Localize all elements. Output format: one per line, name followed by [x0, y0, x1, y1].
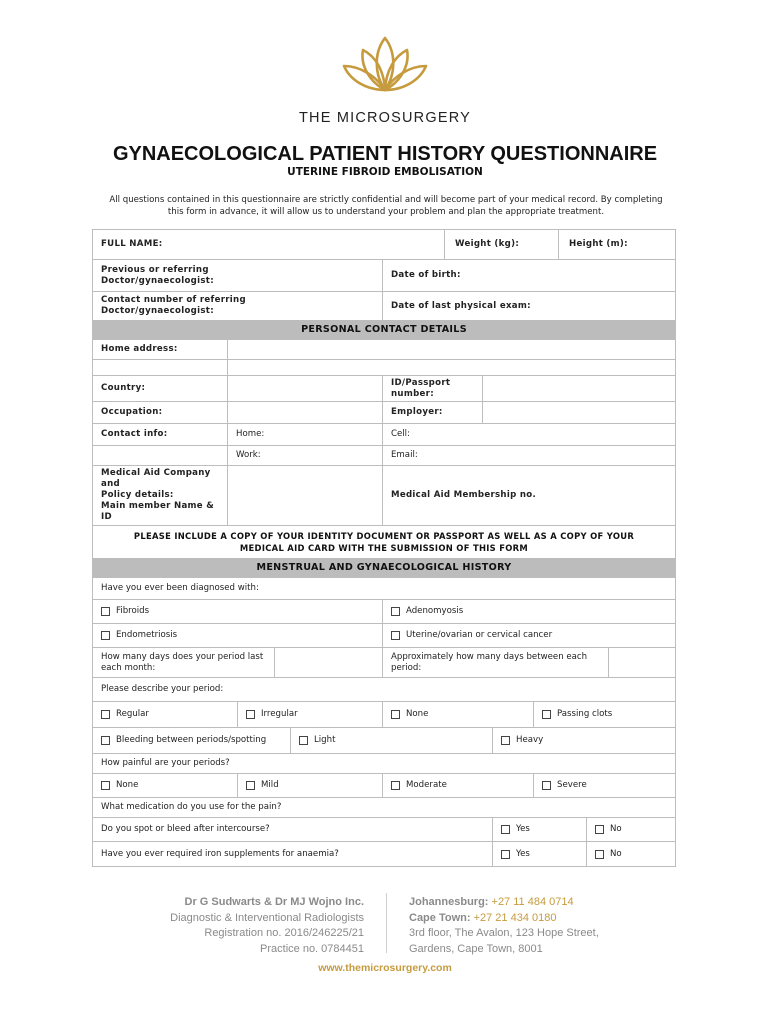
label-line: period: — [391, 663, 422, 673]
note-line: PLEASE INCLUDE A COPY OF YOUR IDENTITY DOCUMENT OR PASSPORT AS WELL AS A COPY OF YOUR — [133, 531, 635, 541]
option-pain-severe[interactable] — [534, 774, 675, 797]
option-bleeding-between[interactable] — [93, 728, 291, 753]
form-row — [93, 424, 675, 446]
occupation-label-cell — [93, 402, 228, 423]
option-fibroids[interactable] — [93, 600, 383, 623]
medical-aid-label — [101, 468, 214, 523]
employer-label: Employer: — [391, 407, 443, 417]
form-row — [93, 842, 675, 866]
checkbox[interactable] — [391, 607, 400, 616]
label-line: Medical Aid Company — [101, 468, 211, 478]
checkbox[interactable] — [595, 825, 604, 834]
home-address-label: Home address: — [101, 344, 178, 354]
footer-practice: Practice no. 0784451 — [260, 942, 364, 955]
cell-phone-label: Cell: — [391, 429, 410, 439]
height-field[interactable] — [559, 230, 675, 259]
employer-input[interactable] — [483, 402, 675, 423]
checkbox[interactable] — [101, 607, 110, 616]
note-text — [134, 530, 634, 554]
referring-contact-field[interactable] — [93, 292, 383, 320]
option-label: Light — [314, 735, 336, 745]
checkbox[interactable] — [542, 710, 551, 719]
checkbox[interactable] — [391, 631, 400, 640]
lotus-icon — [330, 30, 440, 100]
full-name-field[interactable] — [93, 230, 445, 259]
home-phone-field[interactable] — [228, 424, 383, 445]
intro-text — [92, 194, 680, 218]
form-row — [93, 340, 675, 360]
country-label: Country: — [101, 383, 146, 393]
email-label: Email: — [391, 450, 418, 460]
option-label: Bleeding between periods/spotting — [116, 735, 267, 745]
blank-cell — [93, 360, 228, 375]
medical-aid-label-cell — [93, 466, 228, 525]
option-label: Yes — [516, 824, 530, 834]
option-endometriosis[interactable] — [93, 624, 383, 647]
referring-doctor-field[interactable] — [93, 260, 383, 291]
option-spot-yes[interactable] — [493, 818, 587, 841]
checkbox[interactable] — [391, 781, 400, 790]
option-heavy[interactable] — [493, 728, 675, 753]
page-title: GYNAECOLOGICAL PATIENT HISTORY QUESTIONNAIRE — [112, 143, 658, 165]
form-row — [93, 292, 675, 320]
brand-name: THE MICROSURGERY — [298, 110, 471, 126]
employer-label-cell — [383, 402, 483, 423]
label-line: ID — [101, 512, 112, 522]
form-row — [93, 600, 675, 624]
option-iron-no[interactable] — [587, 842, 675, 866]
checkbox[interactable] — [299, 736, 308, 745]
option-spot-no[interactable] — [587, 818, 675, 841]
form-row — [93, 754, 675, 774]
contact-info-label-cell — [93, 424, 228, 445]
jhb-phone[interactable]: +27 11 484 0714 — [491, 896, 574, 908]
checkbox[interactable] — [101, 781, 110, 790]
option-label: Uterine/ovarian or cervical cancer — [406, 630, 553, 640]
form-row — [93, 624, 675, 648]
option-pain-none[interactable] — [93, 774, 238, 797]
id-passport-label — [391, 378, 450, 400]
section-heading-history: MENSTRUAL AND GYNAECOLOGICAL HISTORY — [93, 558, 675, 578]
work-phone-field[interactable] — [228, 446, 383, 465]
id-passport-label-cell — [383, 376, 483, 401]
label-line: Doctor/gynaecologist: — [101, 306, 214, 316]
footer-ct — [409, 911, 669, 927]
label-line: Policy details: — [101, 490, 174, 500]
footer-jhb — [409, 895, 669, 911]
footer-practice-info — [120, 895, 364, 957]
date-of-birth-field[interactable] — [383, 260, 675, 291]
date-of-birth-label: Date of birth: — [391, 270, 461, 280]
email-field[interactable] — [383, 446, 675, 465]
work-phone-label: Work: — [236, 450, 261, 460]
form-row — [93, 360, 675, 376]
option-label: Moderate — [406, 780, 447, 790]
checkbox[interactable] — [542, 781, 551, 790]
describe-question — [93, 678, 675, 701]
full-name-label: FULL NAME: — [101, 239, 163, 249]
form-row — [93, 578, 675, 600]
medical-aid-input[interactable] — [228, 466, 383, 525]
painful-question — [93, 754, 675, 773]
option-adenomyosis[interactable] — [383, 600, 675, 623]
checkbox[interactable] — [246, 781, 255, 790]
checkbox[interactable] — [101, 736, 110, 745]
between-days-label-cell — [383, 648, 609, 677]
option-passing-clots[interactable] — [534, 702, 675, 727]
label-line: each month: — [101, 663, 156, 673]
option-label: Severe — [557, 780, 587, 790]
note-line: MEDICAL AID CARD WITH THE SUBMISSION OF THIS FORM — [239, 543, 529, 553]
option-iron-yes[interactable] — [493, 842, 587, 866]
option-irregular[interactable] — [238, 702, 383, 727]
form-row — [93, 466, 675, 526]
home-address-label-cell — [93, 340, 228, 359]
diagnosed-question — [93, 578, 675, 599]
label-line: Doctor/gynaecologist: — [101, 275, 214, 286]
label-line: number: — [391, 388, 434, 399]
referring-contact-label — [101, 295, 246, 317]
jhb-label: Johannesburg: — [409, 896, 489, 908]
weight-label: Weight (kg): — [455, 239, 520, 249]
checkbox[interactable] — [101, 710, 110, 719]
painful-question-text: How painful are your periods? — [101, 758, 230, 768]
form-row — [93, 702, 675, 728]
country-label-cell — [93, 376, 228, 401]
weight-field[interactable] — [445, 230, 559, 259]
option-none[interactable] — [383, 702, 534, 727]
diagnosed-question-text: Have you ever been diagnosed with: — [101, 583, 259, 593]
referring-doctor-label — [101, 265, 214, 287]
form-row — [93, 648, 675, 678]
option-light[interactable] — [291, 728, 493, 753]
footer-contact-info — [409, 895, 669, 957]
option-label: Irregular — [261, 709, 298, 719]
occupation-label: Occupation: — [101, 407, 163, 417]
option-pain-moderate[interactable] — [383, 774, 534, 797]
checkbox[interactable] — [595, 850, 604, 859]
period-days-label — [101, 652, 263, 674]
form-row — [93, 402, 675, 424]
label-line: Main member Name & — [101, 501, 215, 511]
logo — [0, 30, 770, 100]
medication-question-text: What medication do you use for the pain? — [101, 802, 282, 812]
form-row — [93, 818, 675, 842]
option-label: Adenomyosis — [406, 606, 464, 616]
website-link[interactable]: www.themicrosurgery.com — [318, 962, 452, 974]
id-passport-input[interactable] — [483, 376, 675, 401]
form-row — [93, 230, 675, 260]
option-label: Regular — [116, 709, 149, 719]
label-line: ID/Passport — [391, 377, 451, 388]
questionnaire-form — [92, 229, 676, 867]
occupation-input[interactable] — [228, 402, 383, 423]
form-row — [93, 446, 675, 466]
home-address-input[interactable] — [228, 340, 675, 359]
home-address-input-line2[interactable] — [228, 360, 675, 375]
label-line: How many days does your period last — [101, 652, 264, 662]
option-label: Passing clots — [557, 709, 613, 719]
form-row — [93, 728, 675, 754]
option-regular[interactable] — [93, 702, 238, 727]
spot-question — [93, 818, 493, 841]
option-label: No — [610, 848, 622, 859]
option-label: None — [116, 780, 139, 790]
checkbox[interactable] — [501, 850, 510, 859]
form-row — [93, 376, 675, 402]
checkbox[interactable] — [101, 631, 110, 640]
ct-label: Cape Town: — [409, 911, 471, 924]
form-row — [93, 678, 675, 702]
describe-question-text: Please describe your period: — [101, 684, 224, 694]
iron-question-text: Have you ever required iron supplements for anaemia? — [101, 848, 339, 859]
between-days-input[interactable] — [609, 648, 675, 677]
option-label: Heavy — [516, 735, 544, 745]
intro-line: this form in advance, it will allow us to understand your problem and plan the appropriate treatment. — [167, 207, 605, 217]
last-exam-field[interactable] — [383, 292, 675, 320]
membership-no-label: Medical Aid Membership no. — [391, 490, 537, 500]
checkbox[interactable] — [501, 825, 510, 834]
form-row — [93, 260, 675, 292]
medication-question[interactable] — [93, 798, 675, 817]
between-days-label — [391, 652, 587, 674]
spot-question-text: Do you spot or bleed after intercourse? — [101, 824, 270, 834]
footer-registration: Registration no. 2016/246225/21 — [204, 927, 364, 939]
option-label: No — [610, 824, 622, 834]
option-label: Endometriosis — [116, 630, 178, 640]
footer-address: Gardens, Cape Town, 8001 — [409, 942, 543, 955]
iron-question — [93, 842, 493, 866]
home-phone-label: Home: — [236, 429, 265, 439]
section-heading-contact: PERSONAL CONTACT DETAILS — [93, 320, 675, 340]
footer-doctors: Dr G Sudwarts & Dr MJ Wojno Inc. — [184, 896, 364, 908]
option-label: Mild — [261, 780, 279, 790]
option-label: Yes — [516, 848, 530, 859]
membership-no-field[interactable] — [383, 466, 675, 525]
last-exam-label: Date of last physical exam: — [391, 300, 531, 311]
height-label: Height (m): — [569, 239, 628, 249]
submission-note — [93, 526, 675, 558]
ct-phone[interactable]: +27 21 434 0180 — [473, 911, 557, 924]
option-uterine-cancer[interactable] — [383, 624, 675, 647]
footer-specialty: Diagnostic & Interventional Radiologists — [170, 911, 364, 924]
country-input[interactable] — [228, 376, 383, 401]
page-subtitle: UTERINE FIBROID EMBOLISATION — [287, 166, 483, 178]
checkbox[interactable] — [501, 736, 510, 745]
period-days-label-cell — [93, 648, 275, 677]
footer-address: 3rd floor, The Avalon, 123 Hope Street, — [409, 927, 599, 939]
intro-line: All questions contained in this questionnaire are strictly confidential and will become part of your medical record. By completing — [109, 195, 663, 205]
label-line: Contact number of referring — [101, 295, 246, 305]
footer-divider — [386, 893, 387, 953]
cell-phone-field[interactable] — [383, 424, 675, 445]
checkbox[interactable] — [391, 710, 400, 719]
form-row — [93, 798, 675, 818]
checkbox[interactable] — [246, 710, 255, 719]
option-label: None — [406, 709, 429, 719]
option-pain-mild[interactable] — [238, 774, 383, 797]
label-line: Previous or referring — [101, 264, 209, 275]
label-line: and — [101, 479, 120, 489]
blank-cell — [93, 446, 228, 465]
form-row — [93, 774, 675, 798]
contact-info-label: Contact info: — [101, 429, 168, 439]
option-label: Fibroids — [116, 606, 150, 616]
period-days-input[interactable] — [275, 648, 383, 677]
label-line: Approximately how many days between each — [391, 652, 588, 662]
